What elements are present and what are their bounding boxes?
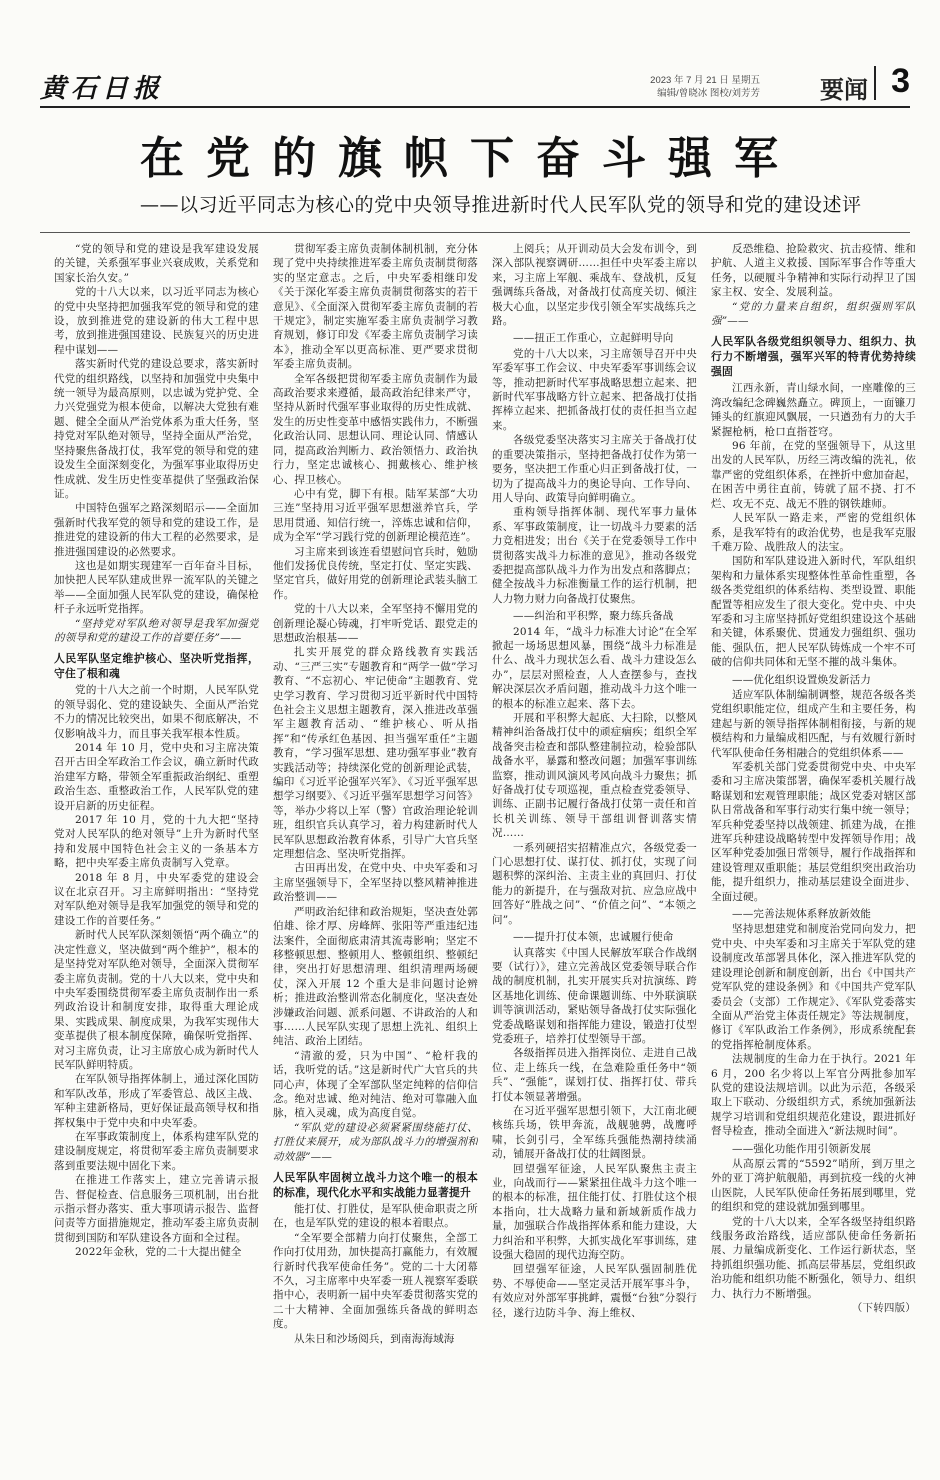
paragraph: 坚持思想建党和制度治党同向发力，把党中央、中央军委和习主席关于军队党的建设制度改革部署具体化，深入推进军队党的建设理论创新和制度创新，出台《中国共产党军队党的建设条例》和《中国共产党军队委员会（支部）工作规定》、《军队党委落实全面从严治党主体责任规定》等法规制度，修订《军队政治工作条例》，形成系统配套的党指挥枪制度体系。: [711, 923, 916, 1051]
paragraph: 在军队领导指挥体制上，通过深化国防和军队改革，形成了军委管总、战区主战、军种主建新格局，更好保证最高领导权和指挥权集中于党中央和中央军委。: [54, 1073, 259, 1129]
paragraph: 军委机关部门党委贯彻党中央、中央军委和习主席决策部署，确保军委机关履行战略谋划和宏观管理职能；战区党委对辖区部队日常战备和军事行动实行集中统一领导；军兵种党委坚持以战领建、抓建为战，在推进军兵种建设战略转型中发挥领导作用；战区军种党委加强日常领导，履行作战指挥和建设管理双重职能；基层党组织突出政治功能，提升组织力，推动基层建设全面进步、全面过硬。: [711, 761, 916, 903]
paragraph: 人民军队一路走来，严密的党组织体系，是我军特有的政治优势，也是我军克服千难万险、战胜敌人的法宝。: [711, 512, 916, 553]
paragraph: 严明政治纪律和政治规矩，坚决查处郭伯雄、徐才厚、房峰辉、张阳等严重违纪违法案件，全面彻底肃清其流毒影响；坚定不移整顿思想、整顿用人、整顿组织、整顿纪律，突出打好思想清理、组织清理两场硬仗，深入开展 12 个重大是非问题讨论辨析；推进政治整训常态化制度化，坚决查处涉嫌政治问题、派系问题、不讲政治的人和事……人民军队实现了思想上洗礼、组织上纯洁、政治上团结。: [273, 905, 478, 1048]
paragraph: 中国特色强军之路深刻昭示——全面加强新时代我军党的领导和党的建设工作，是推进党的建设新的伟大工程的必然要求，是推进强国建设的必然要求。: [54, 502, 259, 558]
paragraph: “全军要全部精力向打仗聚焦，全部工作向打仗用劲，加快提高打赢能力，有效履行新时代我军使命任务”。党的二十大闭幕不久，习主席率中央军委一班人视察军委联指中心，表明新一届中央军委贯彻落实党的二十大精神、全面加强练兵备战的鲜明态度。: [273, 1231, 478, 1331]
article-column-1: [54, 242, 259, 1450]
sub-heading: ——提升打仗本领，忠诚履行使命: [513, 931, 674, 944]
paragraph: 反恐维稳、抢险救灾、抗击疫情、维和护航、人道主义救援、国际军事合作等重大任务，以硬履斗争精神和实际行动捍卫了国家主权、安全、发展利益。: [711, 243, 916, 299]
sub-heading: ——纠治和平积弊，聚力练兵备战: [513, 610, 674, 623]
paragraph: 心中有党，脚下有根。陆军某部“大功三连”坚持用习近平强军思想滋养官兵，学思用贯通、知信行统一，淬炼忠诚和信仰，成为全军“学习践行党的创新理论模范连”。: [273, 487, 478, 544]
paragraph: 这也是如期实现建军一百年奋斗目标，加快把人民军队建成世界一流军队的关键之举——全面加强人民军队党的建设，确保枪杆子永远听党指挥。: [54, 559, 259, 616]
sub-heading: ——完善法规体系释放新效能: [732, 908, 872, 921]
sub-heading: ——扭正工作重心，立起鲜明导向: [513, 332, 674, 345]
paragraph: 上阅兵；从开训动员大会发布训令，到深入部队视察调研……担任中央军委主席以来，习主席上军舰、乘战车、登战机，反复强调练兵备战，对备战打仗高度关切、倾注极大心血，以坚定步伐引领全军实战练兵之路。: [492, 243, 697, 328]
subheadline: ——以习近平同志为核心的党中央领导推进新时代人民军队党的领导和党的建设述评: [140, 194, 862, 216]
paragraph: 2018 年 8 月，中央军委党的建设会议在北京召开。习主席鲜明指出：“坚持党对军队绝对领导是我军加强党的领导和党的建设工作的首要任务。”: [54, 871, 259, 927]
pull-quote: “坚持党对军队绝对领导是我军加强党的领导和党的建设工作的首要任务”——: [54, 617, 259, 644]
paragraph: 2014 年 10 月，党中央和习主席决策召开古田全军政治工作会议，确立新时代政治建军方略，带领全军重振政治纲纪、重塑政治生态、重整政治工作，人民军队党的建设开启新的历史征程。: [54, 742, 259, 812]
paragraph: 从朱日和沙场阅兵，到南海海域海: [294, 1332, 455, 1345]
editor-line: 编辑/曾晓冰 图校/刘芳芳: [657, 88, 760, 99]
paragraph: 新时代人民军队深刻领悟“两个确立”的决定性意义，坚决做到“两个维护”，根本的是坚持党对军队绝对领导，全面深入贯彻军委主席负责制。党的十八大以来，党中央和中央军委围绕贯彻军委主席负责制作出一系列政治设计和制度安排，取得重大理论成果、实践成果、制度成果，为我军实现伟大变革提供了根本制度保障，确保听党指挥、对习主席负责，让习主席放心成为新时代人民军队鲜明特质。: [54, 929, 259, 1071]
paragraph: 党的十八大以来，以习近平同志为核心的党中央坚持把加强我军党的领导和党的建设，放到推进党的建设新的伟大工程中思考，放到推进强国建设、民族复兴的历史进程中谋划——: [54, 286, 259, 356]
paragraph: “党的领导和党的建设是我军建设发展的关键，关系强军事业兴衰成败，关系党和国家长治久安。”: [54, 243, 259, 284]
paragraph: 能打仗、打胜仗，是军队使命职责之所在，也是军队党的建设的根本着眼点。: [273, 1203, 478, 1230]
masthead: [40, 60, 910, 102]
paragraph: 适应军队体制编制调整，规范各级各类党组织职能定位，组成产生和主要任务，构建起与新的领导指挥体制相衔接，与新的规模结构和力量编成相匹配，与有效履行新时代军队使命任务相融合的党组织体系——: [711, 688, 916, 759]
paragraph: 在习近平强军思想引领下，大江南北硬核练兵场，铁甲奔流，战舰驰骋，战鹰呼啸，长剑引弓，全军练兵强能热潮持续涌动，铺展开备战打仗的壮阔图景。: [492, 1104, 697, 1161]
article-column-4: [711, 242, 916, 1450]
paragraph: 党的十八大以来，全军坚持不懈用党的创新理论凝心铸魂，打牢听党话、跟党走的思想政治根基——: [273, 603, 478, 644]
paragraph: 党的十八大以来，全军各级坚持组织路线服务政治路线，适应部队使命任务新拓展、力量编成新变化、工作运行新状态，坚持抓组织强功能、抓高层带基层，党组织政治功能和组织功能不断强化，领导力、组织力、执行力不断增强。: [711, 1215, 916, 1300]
issue-meta: [540, 74, 760, 100]
section-heading: 人民军队牢固树立战斗力这个唯一的根本的标准，现代化水平和实战能力显著提升: [273, 1171, 478, 1199]
continuation-note: （下转四版）: [851, 1302, 916, 1315]
paragraph: 党的十八大以来，习主席领导召开中央军委军事工作会议、中央军委军事训练会议等，推动把新时代军事战略思想立起来、把新时代军事战略方针立起来、把备战打仗指挥棒立起来、把抓备战打仗的责任担当立起来。: [492, 347, 697, 432]
paragraph: 法规制度的生命力在于执行。2021 年 6 月，200 名少将以上军官分两批参加军队党的建设法规培训。以此为示范，各级采取上下联动、分级组织方式，系统加强新法规学习培训和党组织规范化建设，跟进抓好督导检查，推动全面进入“新法规时间”。: [711, 1053, 916, 1138]
paragraph: 落实新时代党的建设总要求，落实新时代党的组织路线，以坚持和加强党中央集中统一领导为最高原则，以忠诚为党护党、全力兴党强党为根本使命，以解决大党独有难题、健全全面从严治党体系为重大任务，坚持党对军队绝对领导，坚持全面从严治党，坚持聚焦备战打仗，我军党的领导和党的建设发生全面深刻变化，为强军事业取得历史性成就、发生历史性变革提供了坚强政治保证。: [54, 358, 259, 500]
masthead-divider: [874, 66, 876, 100]
paragraph: 96 年前，在党的坚强领导下，从这里出发的人民军队，历经三湾改编的洗礼，依靠严密的党组织体系，在挫折中愈加奋起，在困苦中勇往直前，铸就了屈不挠、打不烂、攻无不克、战无不胜的钢铁雄师。: [711, 440, 916, 510]
paragraph: 各级党委坚决落实习主席关于备战打仗的重要决策指示，坚持把备战打仗作为第一要务，坚决把工作重心归正到备战打仗，一切为了提高战斗力的奥论导向、工作导向、用人导向、政策导向鲜明确立。: [492, 434, 697, 504]
paragraph: 一系列硬招实招精准点穴，各级党委一门心思想打仗、谋打仗、抓打仗，实现了问题积弊的深纠治、主责主业的真回归、打仗能力的新提升，在与强敌对抗、应急应战中回答好“胜战之问”、“价值之问”、“本领之问”。: [492, 841, 697, 926]
paragraph: 认真落实《中国人民解放军联合作战纲要（试行）》，建立完善战区党委领导联合作战的制度机制，扎实开展实兵对抗演练、跨区基地化训练、使命课题训练、中外联演联训等演训活动，紧贴领导备战打仗实际强化党委战略谋划和指挥能力建设，锻造打仗型党委班子，培养打仗型领导干部。: [492, 946, 697, 1045]
paragraph: 回望强军征途，人民军队强固制胜优势、不辱使命——坚定灵活开展军事斗争，有效应对外部军事挑衅，震慑“台独”分裂行径，遂行边防斗争、海上维权、: [492, 1263, 697, 1319]
paragraph: 回望强军征途，人民军队聚焦主责主业，向战而行——紧紧扭住战斗力这个唯一的根本的标准，扭住能打仗、打胜仗这个根本指向，壮大战略力量和新域新质作战力量，加强联合作战指挥体系和能力建设，大力纠治和平积弊，大抓实战化军事训练，建设强大稳固的现代边海空防。: [492, 1162, 697, 1262]
paragraph: 2022年金秋，党的二十大提出健全: [75, 1246, 242, 1259]
article-column-2: [273, 242, 478, 1450]
subhead-rule: [40, 232, 910, 233]
newspaper-logo: 黄石日报: [40, 74, 165, 104]
paragraph: “清澈的爱，只为中国”、“枪杆我的话，我听党的话。”这是新时代广大官兵的共同心声，体现了全军部队坚定纯粹的信仰信念。绝对忠诚、绝对纯洁、绝对可靠融入血脉，植入灵魂，成为高度自觉。: [273, 1049, 478, 1120]
paragraph: 习主席来到该连看望慰问官兵时，勉励他们发扬优良传统，坚定打仗、坚定实践、坚定官兵，做好用党的创新理论武装头脑工作。: [273, 545, 478, 601]
sub-heading: ——强化功能作用引领新发展: [732, 1142, 872, 1155]
paragraph: 党的十八大之前一个时期，人民军队党的领导弱化、党的建设缺失、全面从严治党不力的情况比较突出，如果不彻底解决，不仅影响战斗力，而且事关我军根本性质。: [54, 684, 259, 740]
section-heading: 人民军队各级党组织领导力、组织力、执行力不断增强，强军兴军的特青优势持续强固: [711, 335, 916, 379]
paragraph: 全军各级把贯彻军委主席负责制作为最高政治要求来遵循，最高政治纪律来严守，坚持从新时代强军事业取得的历史性成就、发生的历史性变革中感悟实践伟力，不断强化政治认同、思想认同、理论认同、情感认同，提高政治判断力、政治领悟力、政治执行力，坚定忠诚核心、拥戴核心、维护核心、捍卫核心。: [273, 372, 478, 486]
article-body: [54, 242, 916, 1450]
paragraph: 2014 年，“战斗力标准大讨论”在全军掀起一场场思想风暴，围绕“战斗力标准是什么、战斗力现状怎么看、战斗力建设怎么办”，层层对照检查，人人查摆参与，查找解决深层次矛盾问题，推动战斗力这个唯一的根本的标准立起来、落下去。: [492, 625, 697, 710]
article-column-3: [492, 242, 697, 1450]
paragraph: 在推进工作落实上，建立完善请示报告、督促检查、信息服务三项机制，出台批示指示督办落实、重大事项请示报告、监督问责等方面措施规定，推动军委主席负责制贯彻到国防和军队建设各方面和全过程。: [54, 1174, 259, 1244]
section-name: 要闻: [820, 77, 868, 104]
paragraph: 开展和平积弊大起底、大扫除，以整风精神纠治备战打仗中的顽症痼疾；组织全军战备突击检查和部队整建制拉动，检验部队战备水平，暴露和整改问题；加强军事训练监察，推动训风演风考风向战斗力聚焦；抓好备战打仗专项巡视，重点检查党委领导、训练、正副书记履行备战打仗第一责任和首长机关训练、领导干部组训督训落实情况……: [492, 712, 697, 840]
paragraph: 各级指挥员进入指挥岗位、走进自己战位、走上练兵一线，在急难险重任务中“领兵”、“强能”，谋划打仗、指挥打仗、带兵打仗本领显著增强。: [492, 1047, 697, 1103]
issue-date: 2023 年 7 月 21 日 星期五: [650, 75, 760, 86]
headline: 在党的旗帜下奋斗强军: [140, 133, 800, 184]
paragraph: 贯彻军委主席负责制体制机制，充分体现了党中央持续推进军委主席负责制贯彻落实的坚定意志。之后，中央军委相继印发《关于深化军委主席负责制贯彻落实的若干意见》、《全面深入贯彻军委主席负责制的若干规定》，制定实施军委主席负责制学习教育规划，修订印发《军委主席负责制学习读本》，推动全军以更高标准、更严要求贯彻军委主席负责制。: [273, 243, 478, 371]
pull-quote: “党的力量来自组织，组织强则军队强”——: [711, 300, 916, 328]
paragraph: 扎实开展党的群众路线教育实践活动、“三严三实”专题教育和“两学一做”学习教育、“不忘初心、牢记使命”主题教育、党史学习教育、学习贯彻习近平新时代中国特色社会主义思想主题教育，深入推进改革强军主题教育活动、“维护核心、听从指挥”和“传承红色基因、担当强军重任”主题教育，“学习强军思想、建功强军事业”教育实践活动等；持续深化党的创新理论武装，编印《习近平论强军兴军》、《习近平强军思想学习纲要》、《习近平强军思想学习问答》等，举办少将以上军（警）官政治理论轮训班，组织官兵认真学习，着力构建新时代人民军队思想政治教育体系，引导广大官兵坚定理想信念、坚决听党指挥。: [273, 646, 478, 861]
paragraph: 2017 年 10 月，党的十九大把“坚持党对人民军队的绝对领导”上升为新时代坚持和发展中国特色社会主义的一条基本方略，把中央军委主席负责制写入党章。: [54, 814, 259, 870]
paragraph: 国防和军队建设进入新时代，军队组织架构和力量体系实现整体性革命性重塑，各级各类党组织的体系结构、类型设置、职能配置等相应发生了很大变化。党中央、中央军委和习主席坚持抓好党组织建设这个基础和关键，体系聚优、贯通发力强组织、强功能、强队伍，把人民军队铸炼成一个牢不可破的信仰共同体和无坚不摧的战斗集体。: [711, 555, 916, 669]
section-heading: 人民军队坚定维护核心、坚决听党指挥，守住了根和魂: [54, 652, 259, 681]
paragraph: 从高原云霄的“5592”哨所，到万里之外的亚丁湾护航舰船，再到抗疫一线的火神山医院，人民军队使命任务拓展到哪里，党的组织和党的建设就加强到哪里。: [711, 1157, 916, 1214]
paragraph: 在军事政策制度上，体系构建军队党的建设制度规定，将贯彻军委主席负责制要求落到重要法规中固化下来。: [54, 1130, 259, 1172]
page-number: 3: [891, 62, 910, 100]
paragraph: 江西永新，青山绿水间，一座雕像的三湾改编纪念碑巍然矗立。碑顶上，一面镰刀锤头的红旗迎风飘展，一只遒劲有力的大手紧握枪柄，枪口直指苍穹。: [711, 382, 916, 438]
pull-quote: “军队党的建设必须紧紧围绕能打仗、打胜仗来展开，成为部队战斗力的增强剂和动效器”——: [273, 1121, 478, 1163]
paragraph: 古田再出发，在党中央、中央军委和习主席坚强领导下，全军坚持以整风精神推进政治整训——: [273, 862, 478, 904]
paragraph: 重构领导指挥体制、现代军事力量体系、军事政策制度，让一切战斗力要素的活力竞相进发；出台《关于在党委领导工作中贯彻落实战斗力标准的意见》，推动各级党委把提高部队战斗力作为出发点和落脚点；健全按战斗力标准衡量工作的运行机制，把人力物力财力向备战打仗聚焦。: [492, 506, 697, 605]
top-rule: [40, 106, 910, 108]
sub-heading: ——优化组织设置焕发新活力: [732, 673, 872, 686]
